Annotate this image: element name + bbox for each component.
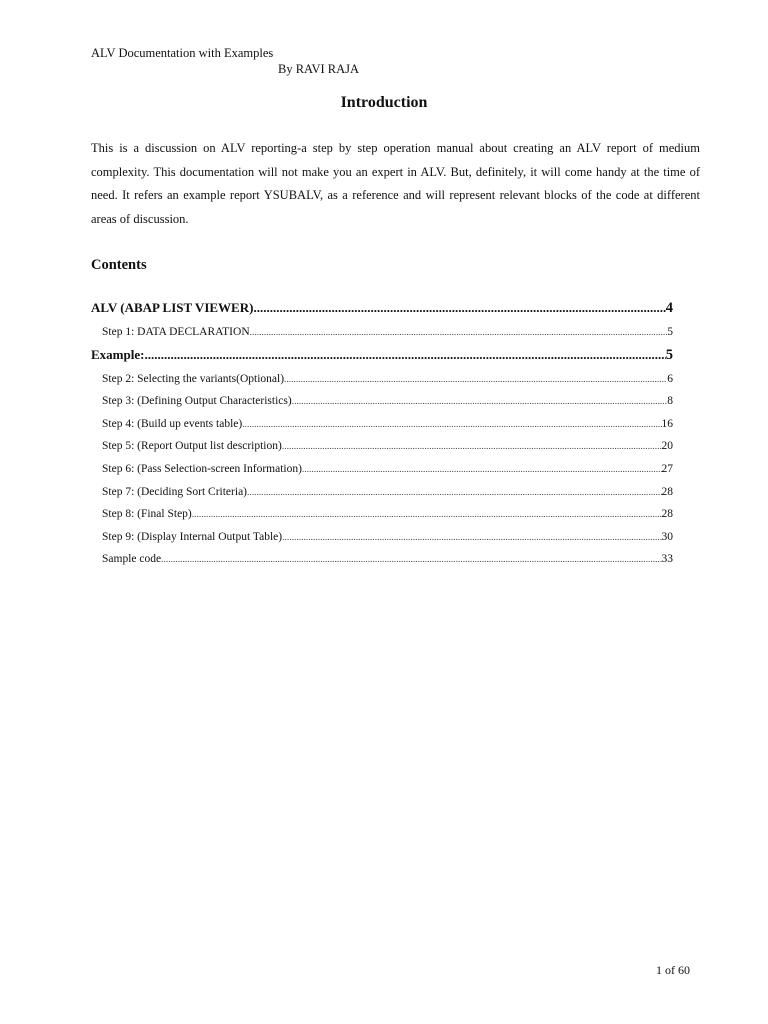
toc-leader-dots [192,504,662,526]
toc-entry-page: 28 [662,503,674,526]
toc-leader-dots [247,482,662,504]
toc-entry-label: Step 8: (Final Step) [102,503,192,526]
toc-entry-page: 28 [662,481,674,504]
toc-entry-step-8[interactable] [91,503,673,526]
toc-entry-step-4[interactable] [91,413,673,436]
toc-entry-step-3[interactable] [91,390,673,413]
toc-leader-dots [144,343,665,368]
toc-leader-dots [284,369,667,391]
toc-leader-dots [161,549,661,571]
toc-entry-label: Sample code [102,548,161,571]
toc-leader-dots [292,391,668,413]
toc-entry-page: 20 [662,435,674,458]
toc-entry-page: 16 [662,413,674,436]
toc-entry-page: 5 [667,321,673,344]
toc-leader-dots [242,414,661,436]
section-title-introduction: Introduction [340,94,428,111]
toc-entry-label: Step 2: Selecting the variants(Optional) [102,368,284,391]
toc-entry-example[interactable] [91,343,673,368]
document-title: ALV Documentation with Examples [91,46,274,60]
contents-heading: Contents [91,257,147,273]
toc-entry-step-9[interactable] [91,526,673,549]
toc-entry-page: 8 [667,390,673,413]
toc-leader-dots [253,296,665,321]
toc-entry-page: 4 [666,296,673,321]
toc-entry-label: Step 6: (Pass Selection-screen Information) [102,458,302,481]
toc-leader-dots [282,527,661,549]
toc-entry-page: 33 [662,548,674,571]
toc-entry-label: Step 1: DATA DECLARATION [102,321,250,344]
toc-entry-step-1[interactable] [91,321,673,344]
toc-entry-alv[interactable] [91,296,673,321]
toc-entry-step-5[interactable] [91,435,673,458]
toc-entry-page: 27 [662,458,674,481]
toc-entry-step-6[interactable] [91,458,673,481]
page-number: 1 of 60 [656,963,690,977]
intro-paragraph: This is a discussion on ALV reporting-a step by step operation manual about creating an ALV report of medium complexity. This documentation will not make you an expert in ALV. But, definitely, it will come handy at the time of need. It refers an example report YSUBALV, as a reference and will represent relevant blocks of the code at different areas of discussion. [91,141,700,226]
toc-entry-sample-code[interactable] [91,548,673,571]
toc-leader-dots [282,436,662,458]
toc-entry-label: Step 3: (Defining Output Characteristics) [102,390,292,413]
toc-leader-dots [302,459,662,481]
toc-entry-label: ALV (ABAP LIST VIEWER) [91,296,253,321]
toc-entry-page: 6 [667,368,673,391]
toc-entry-label: Step 5: (Report Output list description) [102,435,282,458]
toc-entry-label: Step 7: (Deciding Sort Criteria) [102,481,247,504]
toc-entry-label: Step 4: (Build up events table) [102,413,242,436]
toc-entry-page: 5 [666,343,673,368]
table-of-contents [91,296,673,571]
toc-leader-dots [250,322,668,344]
toc-entry-step-7[interactable] [91,481,673,504]
toc-entry-step-2[interactable] [91,368,673,391]
toc-entry-label: Example: [91,343,144,368]
toc-entry-label: Step 9: (Display Internal Output Table) [102,526,282,549]
toc-entry-page: 30 [662,526,674,549]
author-line: By RAVI RAJA [278,62,360,76]
